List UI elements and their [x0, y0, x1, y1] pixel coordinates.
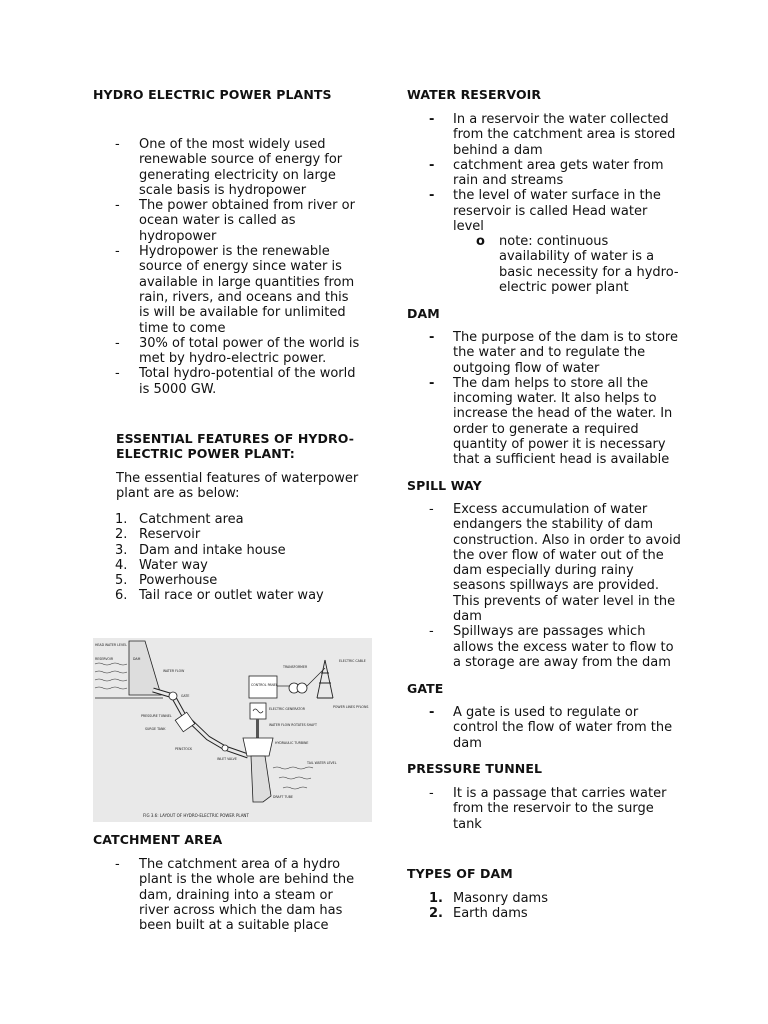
features-heading: ESSENTIAL FEATURES OF HYDRO-ELECTRIC POWER PLANT:	[116, 431, 355, 462]
list-item: - 30% of total power of the world is met by hydro-electric power.	[115, 335, 360, 367]
figure-caption: FIG 3.6: LAYOUT OF HYDRO-ELECTRIC POWER PLANT	[143, 813, 249, 818]
catchment-list	[93, 857, 363, 933]
spillway-heading: SPILL WAY	[407, 478, 482, 493]
reservoir-list	[407, 112, 682, 234]
gate-list	[407, 705, 682, 751]
list-item: - Spillways are passages which allows the excess water to flow to a storage are away from the dam	[429, 624, 674, 670]
diagram-label: TAIL WATER LEVEL	[307, 761, 337, 765]
diagram-label: INLET VALVE	[217, 757, 237, 761]
list-item: 3. Dam and intake house	[115, 542, 286, 558]
diagram-label: TRANSFORMER	[283, 665, 308, 669]
features-list	[93, 512, 363, 604]
diagram-label: SURGE TANK	[145, 727, 166, 731]
types-heading: TYPES OF DAM	[407, 866, 513, 881]
list-item: 4. Water way	[115, 557, 208, 573]
diagram-label: CONTROL PANEL	[251, 683, 278, 687]
diagram-label: ELECTRIC GENERATOR	[269, 707, 305, 711]
list-item: 6. Tail race or outlet water way	[115, 588, 324, 604]
diagram-label: PENSTOCK	[175, 747, 193, 751]
intro-list	[93, 137, 363, 397]
catchment-heading: CATCHMENT AREA	[93, 832, 223, 847]
dam-shape	[129, 641, 161, 695]
dam-list	[407, 330, 682, 468]
list-item: - Hydropower is the renewable source of energy since water is available in large quantities from rain, rivers, and oceans and this is will be available for unlimited time to come	[115, 244, 355, 336]
page-title: HYDRO ELECTRIC POWER PLANTS	[93, 87, 332, 102]
right-column	[407, 0, 682, 922]
tunnel-list	[407, 786, 682, 832]
list-item: 1. Masonry dams	[429, 891, 548, 906]
spillway-list	[407, 502, 682, 670]
list-item: - A gate is used to regulate or control the flow of water from the dam	[429, 705, 673, 751]
hydro-plant-diagram	[93, 638, 372, 822]
dam-heading: DAM	[407, 306, 440, 321]
diagram-label: WATER FLOW	[163, 669, 185, 673]
list-item: 5. Powerhouse	[115, 573, 218, 589]
types-list	[407, 891, 682, 922]
tunnel-heading: PRESSURE TUNNEL	[407, 761, 543, 776]
diagram-label: POWER LINES PYLONS	[333, 705, 369, 709]
gate-shape	[169, 692, 177, 700]
list-item: - The catchment area of a hydro plant is the whole are behind the dam, draining into a steam or river across which the dam has been built at a suitable place	[115, 857, 355, 934]
list-item: - In a reservoir the water collected from the catchment area is stored behind a dam	[429, 112, 676, 158]
list-item: - It is a passage that carries water from the reservoir to the surge tank	[429, 786, 667, 832]
diagram-label: HYDRAULIC TURBINE	[275, 741, 309, 745]
diagram-label: PRESSURE TUNNEL	[141, 714, 172, 718]
reservoir-heading: WATER RESERVOIR	[407, 87, 542, 102]
list-item: - catchment area gets water from rain and streams	[429, 157, 664, 189]
list-item: 2. Earth dams	[429, 906, 528, 922]
diagram-label: DAM	[133, 657, 141, 661]
features-intro: The essential features of waterpower plant are as below:	[116, 471, 359, 502]
diagram-label: GATE	[181, 694, 190, 698]
diagram-label: DRAFT TUBE	[273, 795, 293, 799]
list-item: - The power obtained from river or ocean water is called as hydropower	[115, 198, 355, 244]
list-item: 1. Catchment area	[115, 512, 244, 527]
list-item: 2. Reservoir	[115, 527, 201, 543]
gate-heading: GATE	[407, 681, 444, 696]
list-item: - The dam helps to store all the incoming water. It also helps to increase the head of the water. In order to generate a required quantity of power it is necessary that a sufficient head is available	[429, 375, 673, 468]
diagram-label: ELECTRIC CABLE	[339, 659, 366, 663]
list-item: - The purpose of the dam is to store the water and to regulate the outgoing flow of water	[429, 330, 678, 376]
diagram-label: WATER FLOW ROTATES SHAFT	[269, 723, 317, 727]
diagram-label: HEAD WATER LEVEL	[95, 643, 127, 647]
reservoir-note: o note: continuous availability of water is a basic necessity for a hydro-electric power plant	[476, 234, 679, 295]
list-item: - the level of water surface in the reservoir is called Head water level	[429, 188, 661, 235]
diagram-label: RESERVOIR	[95, 657, 114, 661]
list-item: - Excess accumulation of water endangers the stability of dam construction. Also in order to avoid the over flow of water out of the dam especially during rainy seasons spillways are provided. This prevents of water level in the dam	[429, 502, 681, 625]
list-item: - One of the most widely used renewable source of energy for generating electricity on large scale basis is hydropower	[115, 137, 343, 198]
list-item: - Total hydro-potential of the world is 5000 GW.	[115, 366, 356, 397]
